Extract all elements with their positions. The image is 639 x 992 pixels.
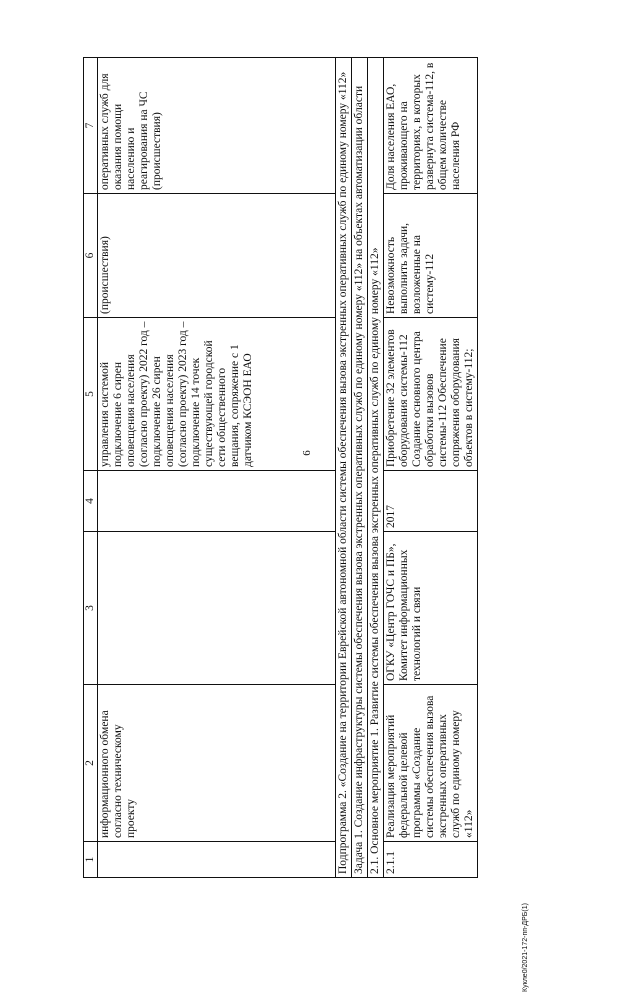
document-code: Кукле0/2021-172-пп-ДРБ(1) <box>522 903 529 992</box>
cell-number <box>98 842 336 878</box>
main-activity-title: 2.1. Основное мероприятие 1. Развитие системы обеспечения вызова экстренных оперативных служб по единому номеру «112» <box>368 58 384 878</box>
cell-indicator: Доля населения ЕАО, проживающего на территориях, в которых развернута система-112, в общем количестве населения РФ <box>384 58 478 194</box>
task-row <box>352 58 368 878</box>
cell-activity: информационного обмена согласно техническому проекту <box>98 685 336 842</box>
column-header: 6 <box>84 194 98 318</box>
page-number: 6 <box>301 450 313 456</box>
column-header: 7 <box>84 58 98 194</box>
task-title: Задача 1. Создание инфраструктуры системы обеспечения вызова экстренных оперативных служб по единому номеру «112» на объектах автоматизации области <box>352 58 368 878</box>
cell-result: Приобретение 32 элементов оборудования системы-112 Создание основного центра обработки вызовов системы-112 Обеспечение сопряжения оборудования объектов в систему-112; <box>384 318 478 471</box>
subprogram-title: Подпрограмма 2. «Создание на территории Еврейской автономной области системы обеспечения вызова экстренных оперативных служб по единому номеру «112» <box>336 58 352 878</box>
cell-indicator: оперативных служб для оказания помощи населению и реагирования на ЧС (происшествия) <box>98 58 336 194</box>
column-header: 4 <box>84 471 98 532</box>
column-header: 5 <box>84 318 98 471</box>
cell-consequence: (происшествия) <box>98 194 336 318</box>
cell-result: управления системой подключение 6 сирен оповещения населения (согласно проекту) 2022 год – подключение 26 сирен оповещения населения (согласно проекту) 2023 год – подключение 14 точек существующей городской сети общественного вещания, сопряжение с 1 датчиком КСЭОН ЕАО <box>98 318 336 471</box>
cell-executor: ОГКУ «Центр ГОЧС и ПБ», Комитет информационных технологий и связи <box>384 532 478 685</box>
cell-term: 2017 <box>384 471 478 532</box>
column-header: 3 <box>84 532 98 685</box>
column-number-row <box>84 58 98 878</box>
rotated-table-wrapper <box>83 58 528 878</box>
cell-activity: Реализация мероприятий федеральной целевой программы «Создание системы обеспечения вызова экстренных оперативных служб по единому номеру «112» <box>384 685 478 842</box>
main-activity-row <box>368 58 384 878</box>
table-row <box>98 58 336 878</box>
table-row <box>384 58 478 878</box>
cell-term <box>98 471 336 532</box>
cell-executor <box>98 532 336 685</box>
cell-number: 2.1.1 <box>384 842 478 878</box>
program-table <box>83 57 478 878</box>
subprogram-row <box>336 58 352 878</box>
column-header: 2 <box>84 685 98 842</box>
cell-consequence: Невозможность выполнить задачи, возложенные на систему-112 <box>384 194 478 318</box>
column-header: 1 <box>84 842 98 878</box>
